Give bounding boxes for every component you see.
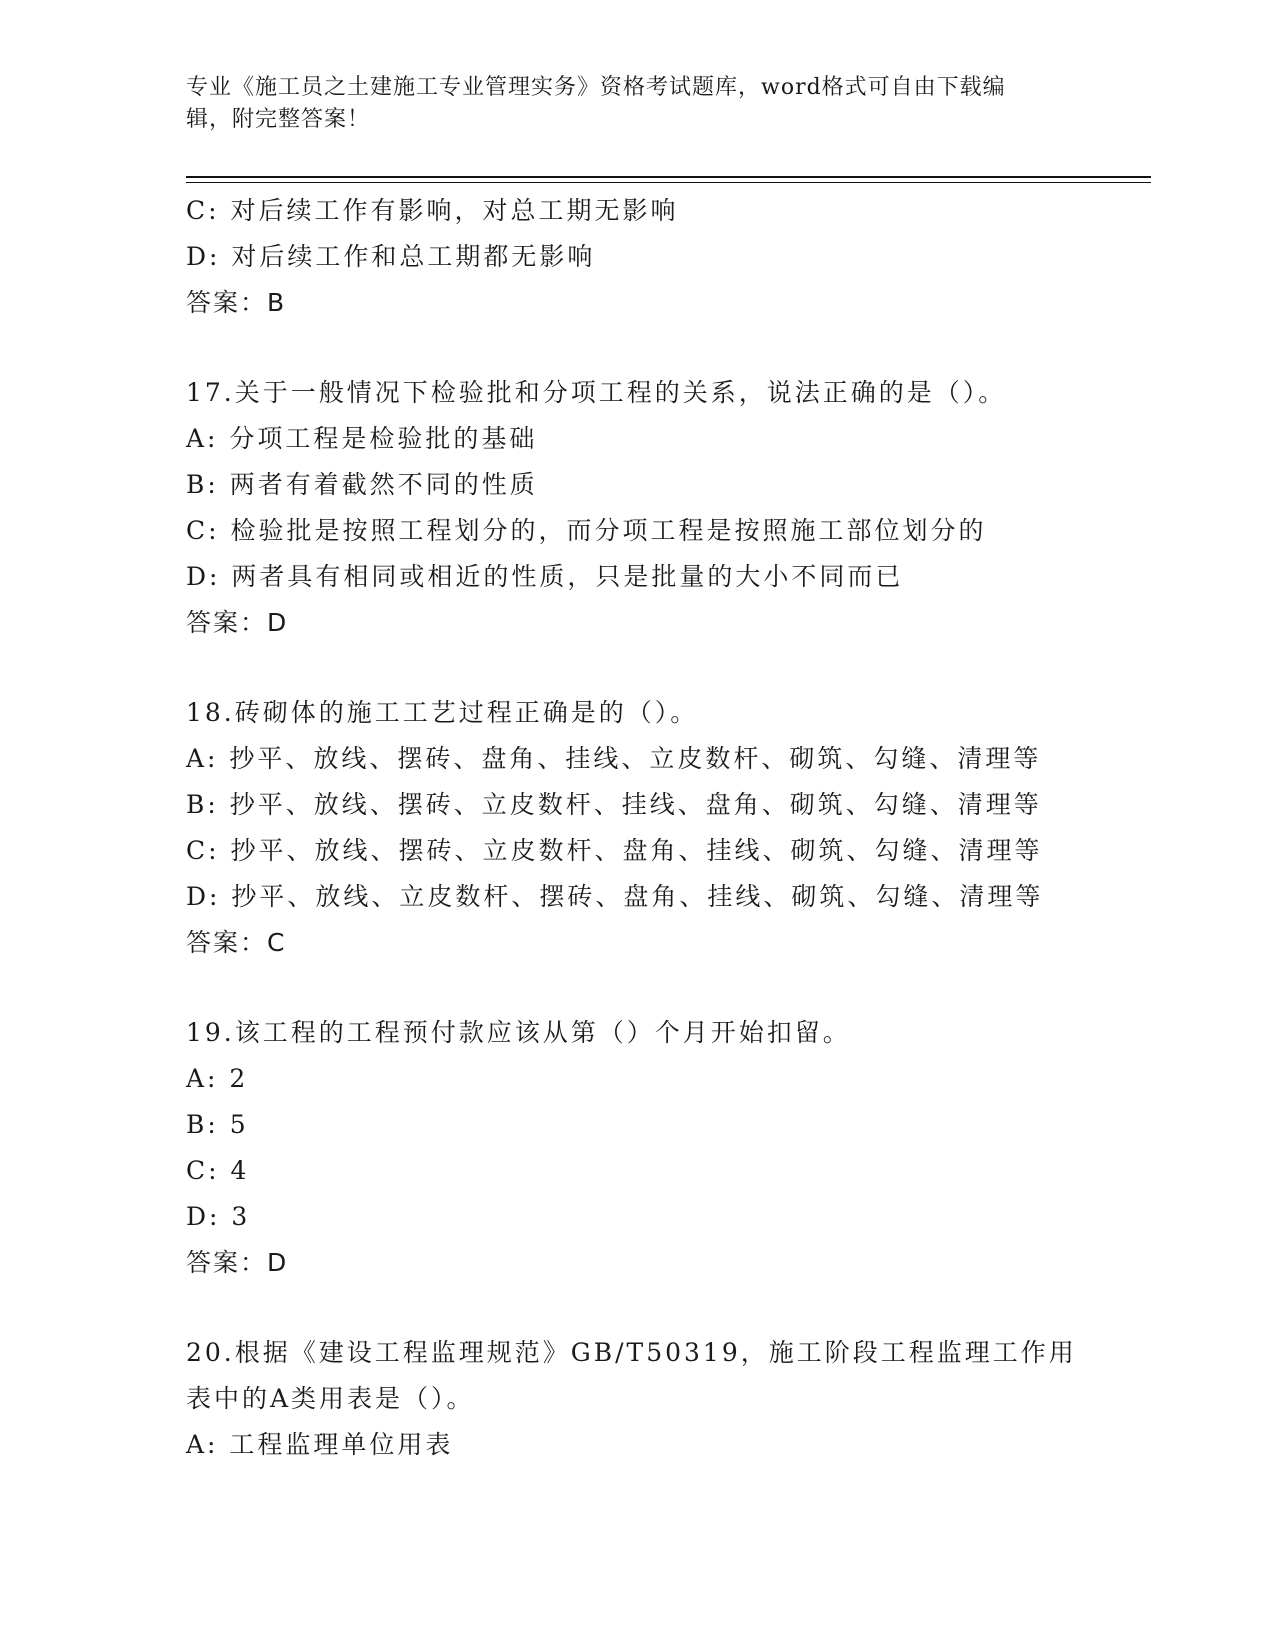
answer-line: 答案：D	[186, 608, 289, 637]
answer-line: 答案：D	[186, 1248, 289, 1277]
question-18	[186, 690, 1086, 966]
question-16-continued	[186, 188, 1086, 326]
option-c: C: 4	[186, 1156, 250, 1185]
answer-line: 答案：B	[186, 288, 287, 317]
option-b: B: 抄平、放线、摆砖、立皮数杆、挂线、盘角、砌筑、勾缝、清理等	[186, 790, 1042, 819]
question-20	[186, 1330, 1086, 1468]
option-d: D: 抄平、放线、立皮数杆、摆砖、盘角、挂线、砌筑、勾缝、清理等	[186, 882, 1044, 911]
question-stem: 17.关于一般情况下检验批和分项工程的关系，说法正确的是（）。	[186, 378, 1007, 407]
option-b: B: 5	[186, 1110, 249, 1139]
answer-line: 答案：C	[186, 928, 287, 957]
question-17	[186, 370, 1086, 646]
option-a: A: 分项工程是检验批的基础	[186, 424, 538, 453]
option-d: D: 3	[186, 1202, 251, 1231]
document-header	[186, 72, 1086, 136]
header-divider-thin	[186, 182, 1151, 183]
question-19	[186, 1010, 1086, 1286]
option-a: A: 抄平、放线、摆砖、盘角、挂线、立皮数杆、砌筑、勾缝、清理等	[186, 744, 1042, 773]
option-c: C: 检验批是按照工程划分的，而分项工程是按照施工部位划分的	[186, 516, 987, 545]
question-stem: 18.砖砌体的施工工艺过程正确是的（）。	[186, 698, 699, 727]
option-a: A: 2	[186, 1064, 249, 1093]
question-stem: 19.该工程的工程预付款应该从第（）个月开始扣留。	[186, 1018, 851, 1047]
header-divider-thick	[186, 176, 1151, 178]
option-d: D: 对后续工作和总工期都无影响	[186, 242, 596, 271]
option-a: A: 工程监理单位用表	[186, 1430, 454, 1459]
option-c: C: 抄平、放线、摆砖、立皮数杆、盘角、挂线、砌筑、勾缝、清理等	[186, 836, 1043, 865]
question-stem-line-1: 20.根据《建设工程监理规范》GB/T50319，施工阶段工程监理工作用	[186, 1338, 1077, 1367]
question-list	[186, 188, 1086, 1468]
header-line-2: 辑，附完整答案！	[186, 107, 371, 132]
option-d: D: 两者具有相同或相近的性质，只是批量的大小不同而已	[186, 562, 904, 591]
option-c: C: 对后续工作有影响，对总工期无影响	[186, 196, 679, 225]
question-stem-line-2: 表中的A类用表是（）。	[186, 1384, 475, 1413]
option-b: B: 两者有着截然不同的性质	[186, 470, 538, 499]
header-line-1: 专业《施工员之土建施工专业管理实务》资格考试题库，word格式可自由下载编	[186, 75, 1006, 100]
